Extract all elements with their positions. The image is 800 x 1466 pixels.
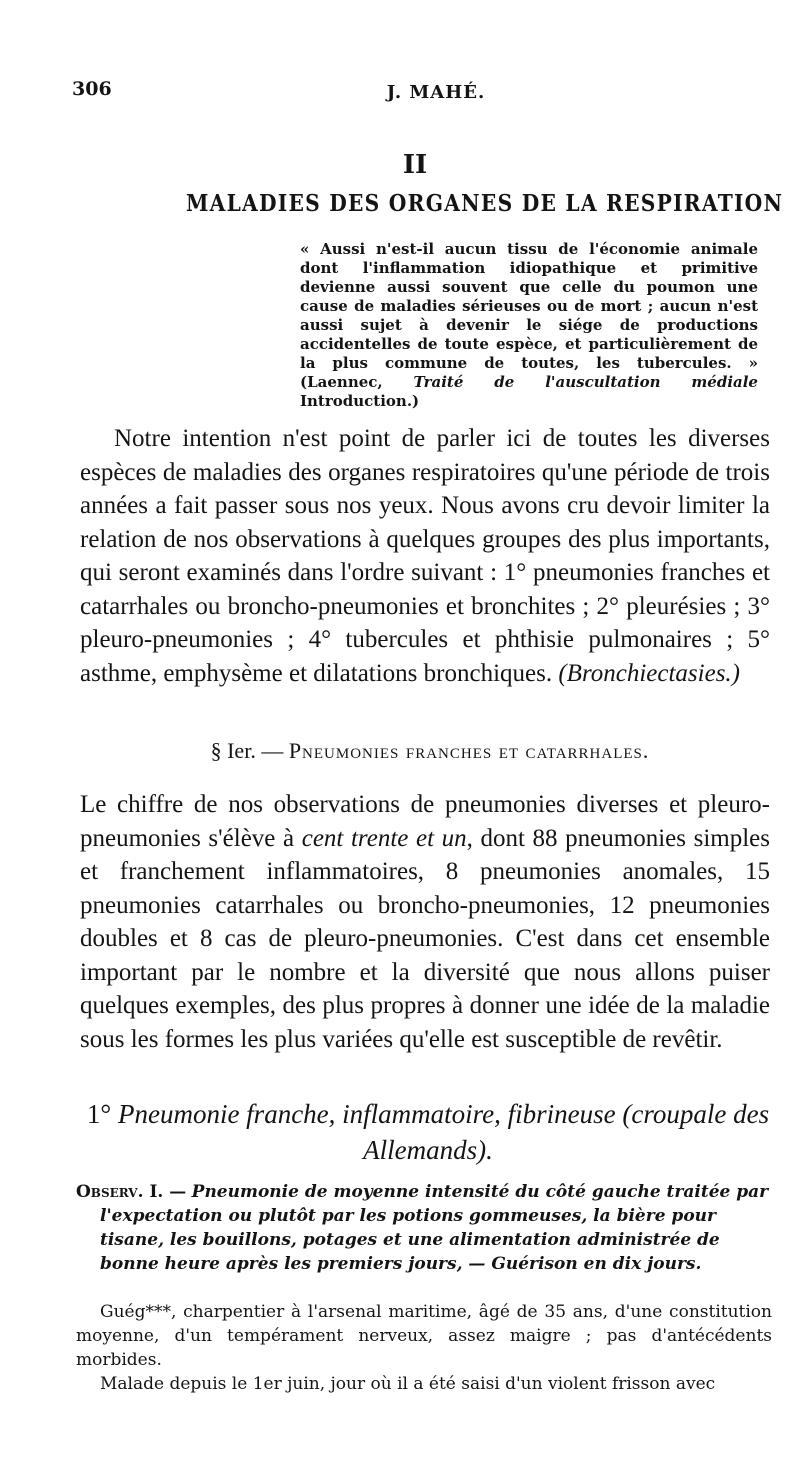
subsection-number: 1°	[86, 1099, 112, 1129]
part-number: II	[402, 150, 428, 180]
section-heading	[150, 738, 710, 764]
section-title: Pneumonies franches et catarrhales.	[288, 738, 650, 763]
observation-description-line1: Pneumonie de moyenne intensité du côté gauche traitée par	[191, 1182, 769, 1202]
observation-label: Observ. I. —	[76, 1182, 187, 1202]
intro-paragraph-text: Notre intention n'est point de parler ici de toutes les diverses espèces de maladies des organes respiratoires qu'une période de trois années a fait passer sous nos yeux. Nous avons cru devoir limiter la relation de nos observations à quelques groupes des plus importants, qui seront examinés dans l'ordre suivant : 1° pneumonies franches et catarrhales ou broncho-pneumonies et bronchites ; 2° pleurésies ; 3° pleuro-pneumonies ; 4° tubercules et phthisie pulmonaires ; 5° asthme, emphysème et dilatations bronchiques.	[80, 425, 770, 687]
epigraph-quote	[300, 240, 758, 411]
section-paragraph-part2: , dont 88 pneumonies simples et franchement inflammatoires, 8 pneumonies anomales, 15 pneumonies catarrhales ou broncho-pneumonies, 12 pneumonies doubles et 8 cas de pleuro-pneumonies. C'est dans cet ensemble important par le nombre et la diversité que nous allons puiser quelques exemples, des plus propres à donner une idée de la maladie sous les formes les plus variées qu'elle est susceptible de revêtir.	[80, 824, 770, 1053]
section-mark: § Ier. —	[210, 738, 284, 763]
section-paragraph-part1: Le chiffre de nos observations de pneumonies diverses et pleuro-pneumonies s'élève à	[80, 791, 770, 852]
epigraph-text: « Aussi n'est-il aucun tissu de l'économie animale dont l'inflammation idiopathique et primitive devienne aussi souvent que celle du poumon une cause de maladies sérieuses ou de mort ; aucun n'est aussi sujet à devenir le siége de productions accidentelles de toute espèce, et particulièrement de la plus commune de toutes, les tubercules. » (Laennec,	[300, 240, 758, 391]
observation-body-2: Malade depuis le 1er juin, jour où il a été saisi d'un violent frisson avec	[100, 1374, 716, 1394]
page-number: 306	[72, 78, 112, 100]
subsection-title: Pneumonie franche, inflammatoire, fibrineuse (croupale des Allemands).	[117, 1099, 770, 1165]
observation-heading	[76, 1180, 772, 1276]
subsection-heading	[78, 1096, 778, 1168]
running-title: J. MAHÉ.	[386, 82, 486, 103]
part-title: MALADIES DES ORGANES DE LA RESPIRATION	[186, 190, 784, 217]
section-paragraph	[80, 788, 770, 1056]
section-paragraph-italic: cent trente et un	[301, 824, 467, 852]
running-header	[72, 78, 780, 108]
observation-description-rest: l'expectation ou plutôt par les potions gommeuses, la bière pour tisane, les bouillons, potages et une alimentation administrée de bonne heure après les premiers jours, — Guérison en dix jours.	[100, 1206, 720, 1274]
intro-paragraph	[80, 422, 770, 690]
intro-paragraph-italic: (Bronchiectasies.)	[558, 659, 741, 687]
epigraph-ending: Introduction.)	[300, 392, 420, 410]
epigraph-citation: Traité de l'auscultation médiale	[413, 373, 758, 391]
observation-body-1: Guég***, charpentier à l'arsenal maritime, âgé de 35 ans, d'une constitution moyenne, d'un tempérament nerveux, assez maigre ; pas d'antécédents morbides.	[76, 1302, 772, 1370]
